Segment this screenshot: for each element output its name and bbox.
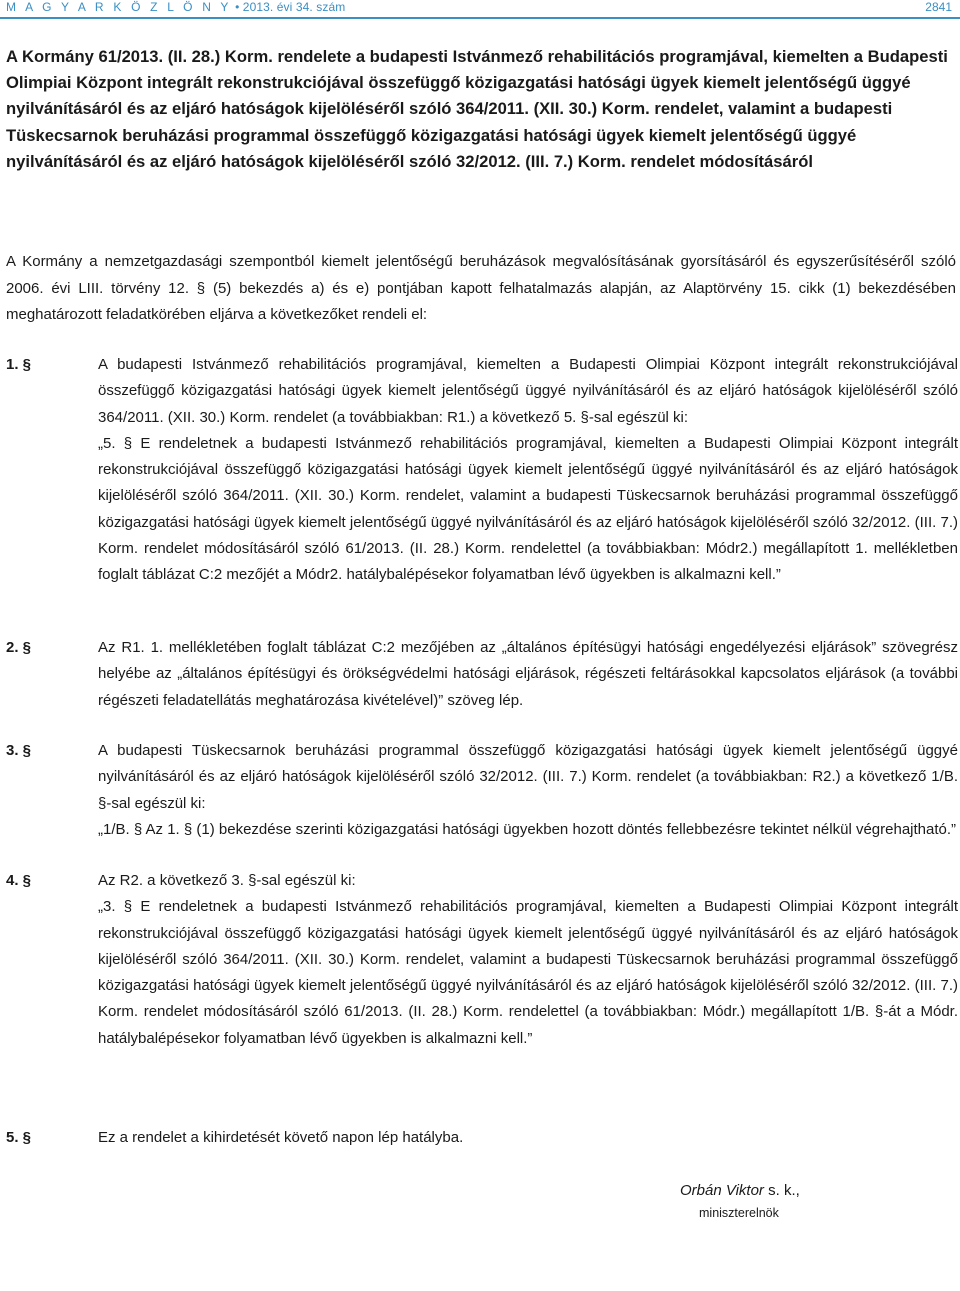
page-number: 2841 bbox=[925, 0, 952, 14]
signatory-suffix: s. k., bbox=[763, 1182, 800, 1199]
signature bbox=[680, 1180, 800, 1202]
signatory-role: miniszterelnök bbox=[699, 1206, 779, 1220]
section-number: 2. § bbox=[6, 639, 32, 656]
section-number: 5. § bbox=[6, 1129, 32, 1146]
section-quote: „3. § E rendeletnek a budapesti Istvánmező rehabilitációs programjával, kiemelten a Budapesti Olimpiai Központ integrált rekonstrukciójával összefüggő közigazgatási hatósági ügyek kiemelt jelentőségű üggyé nyilvánításáról és az eljáró hatóságok kijelöléséről szóló 364/2011. (XII. 30.) Korm. rendelet, valamint a budapesti Tüskecsarnok beruházási programmal összefüggő közigazgatási hatósági ügyek kiemelt jelentőségű üggyé nyilvánításáról és az eljáró hatóságok kijelöléséről szóló 32/2012. (III. 7.) Korm. rendelet módosításáról szóló 61/2013. (II. 28.) Korm. rendelettel (a továbbiakban: Módr.) megállapított 1/B. §-át a Módr. hatálybalépésekor folyamatban lévő ügyekben is alkalmazni kell.” bbox=[98, 898, 958, 1047]
preamble: A Kormány a nemzetgazdasági szempontból kiemelt jelentőségű beruházások megvalósításának gyorsításáról és egyszerűsítéséről szóló 2006. évi LIII. törvény 12. § (5) bekezdés a) és e) pontjában kapott felhatalmazás alapján, az Alaptörvény 15. cikk (1) bekezdésében meghatározott feladatkörében eljárva a következőket rendeli el: bbox=[6, 253, 956, 323]
section-text: Az R2. a következő 3. §-sal egészül ki: bbox=[98, 872, 356, 889]
journal-name: M A G Y A R K Ö Z L Ö N Y • 2013. évi 34. szám bbox=[6, 0, 346, 14]
section-number: 3. § bbox=[6, 742, 32, 759]
section-text: A budapesti Tüskecsarnok beruházási programmal összefüggő közigazgatási hatósági ügyek kiemelt jelentőségű üggyé nyilvánításáról és az eljáró hatóságok kijelöléséről szóló 32/2012. (III. 7.) Korm. rendelet (a továbbiakban: R2.) a következő 1/B. §-sal egészül ki: bbox=[98, 742, 958, 812]
section-text: A budapesti Istvánmező rehabilitációs programjával, kiemelten a Budapesti Olimpiai Központ integrált rekonstrukciójával összefüggő közigazgatási hatósági ügyek kiemelt jelentőségű üggyé nyilvánításáról és az eljáró hatóságok kijelöléséről szóló 364/2011. (XII. 30.) Korm. rendelet (a továbbiakban: R1.) a következő 5. §-sal egészül ki: bbox=[98, 356, 958, 426]
section-text: Ez a rendelet a kihirdetését követő napon lép hatályba. bbox=[98, 1129, 464, 1146]
section-quote: „5. § E rendeletnek a budapesti Istvánmező rehabilitációs programjával, kiemelten a Budapesti Olimpiai Központ integrált rekonstrukciójával összefüggő közigazgatási hatósági ügyek kiemelt jelentőségű üggyé nyilvánításáról és az eljáró hatóságok kijelöléséről szóló 364/2011. (XII. 30.) Korm. rendelet, valamint a budapesti Tüskecsarnok beruházási programmal összefüggő közigazgatási hatósági ügyek kiemelt jelentőségű üggyé nyilvánításáról és az eljáró hatóságok kijelöléséről szóló 32/2012. (III. 7.) Korm. rendelet módosításáról szóló 61/2013. (II. 28.) Korm. rendelettel (a továbbiakban: Módr2.) megállapított 1. mellékletben foglalt táblázat C:2 mezőjét a Módr2. hatálybalépésekor folyamatban lévő ügyekben is alkalmazni kell.” bbox=[98, 434, 958, 584]
header-rule bbox=[0, 17, 960, 19]
section-number: 4. § bbox=[6, 872, 32, 889]
signatory-name: Orbán Viktor bbox=[680, 1182, 764, 1199]
section-text: Az R1. 1. mellékletében foglalt táblázat C:2 mezőjében az „általános építésügyi hatósági engedélyezési eljárások” szövegrész helyébe az „általános építésügyi és örökségvédelmi hatósági eljárások, régészeti feltárásokkal kapcsolatos eljárások (a további régészeti feladatellátás meghatározása kivételével)” szöveg lép. bbox=[98, 639, 958, 709]
running-header bbox=[0, 0, 960, 18]
section-number: 1. § bbox=[6, 356, 32, 373]
decree-title: A Kormány 61/2013. (II. 28.) Korm. rendelete a budapesti Istvánmező rehabilitációs programjával, kiemelten a Budapesti Olimpiai Központ integrált rekonstrukciójával összefüggő közigazgatási hatósági ügyek kiemelt jelentőségű üggyé nyilvánításáról és az eljáró hatóságok kijelöléséről szóló 364/2011. (XII. 30.) Korm. rendelet, valamint a budapesti Tüskecsarnok beruházási programmal összefüggő közigazgatási hatósági ügyek kiemelt jelentőségű üggyé nyilvánításáról és az eljáró hatóságok kijelöléséről szóló 32/2012. (III. 7.) Korm. rendelet módosításáról bbox=[6, 47, 948, 171]
section-quote: „1/B. § Az 1. § (1) bekezdése szerinti közigazgatási hatósági ügyekben hozott döntés fellebbezésre tekintet nélkül végrehajtható.” bbox=[98, 820, 957, 838]
